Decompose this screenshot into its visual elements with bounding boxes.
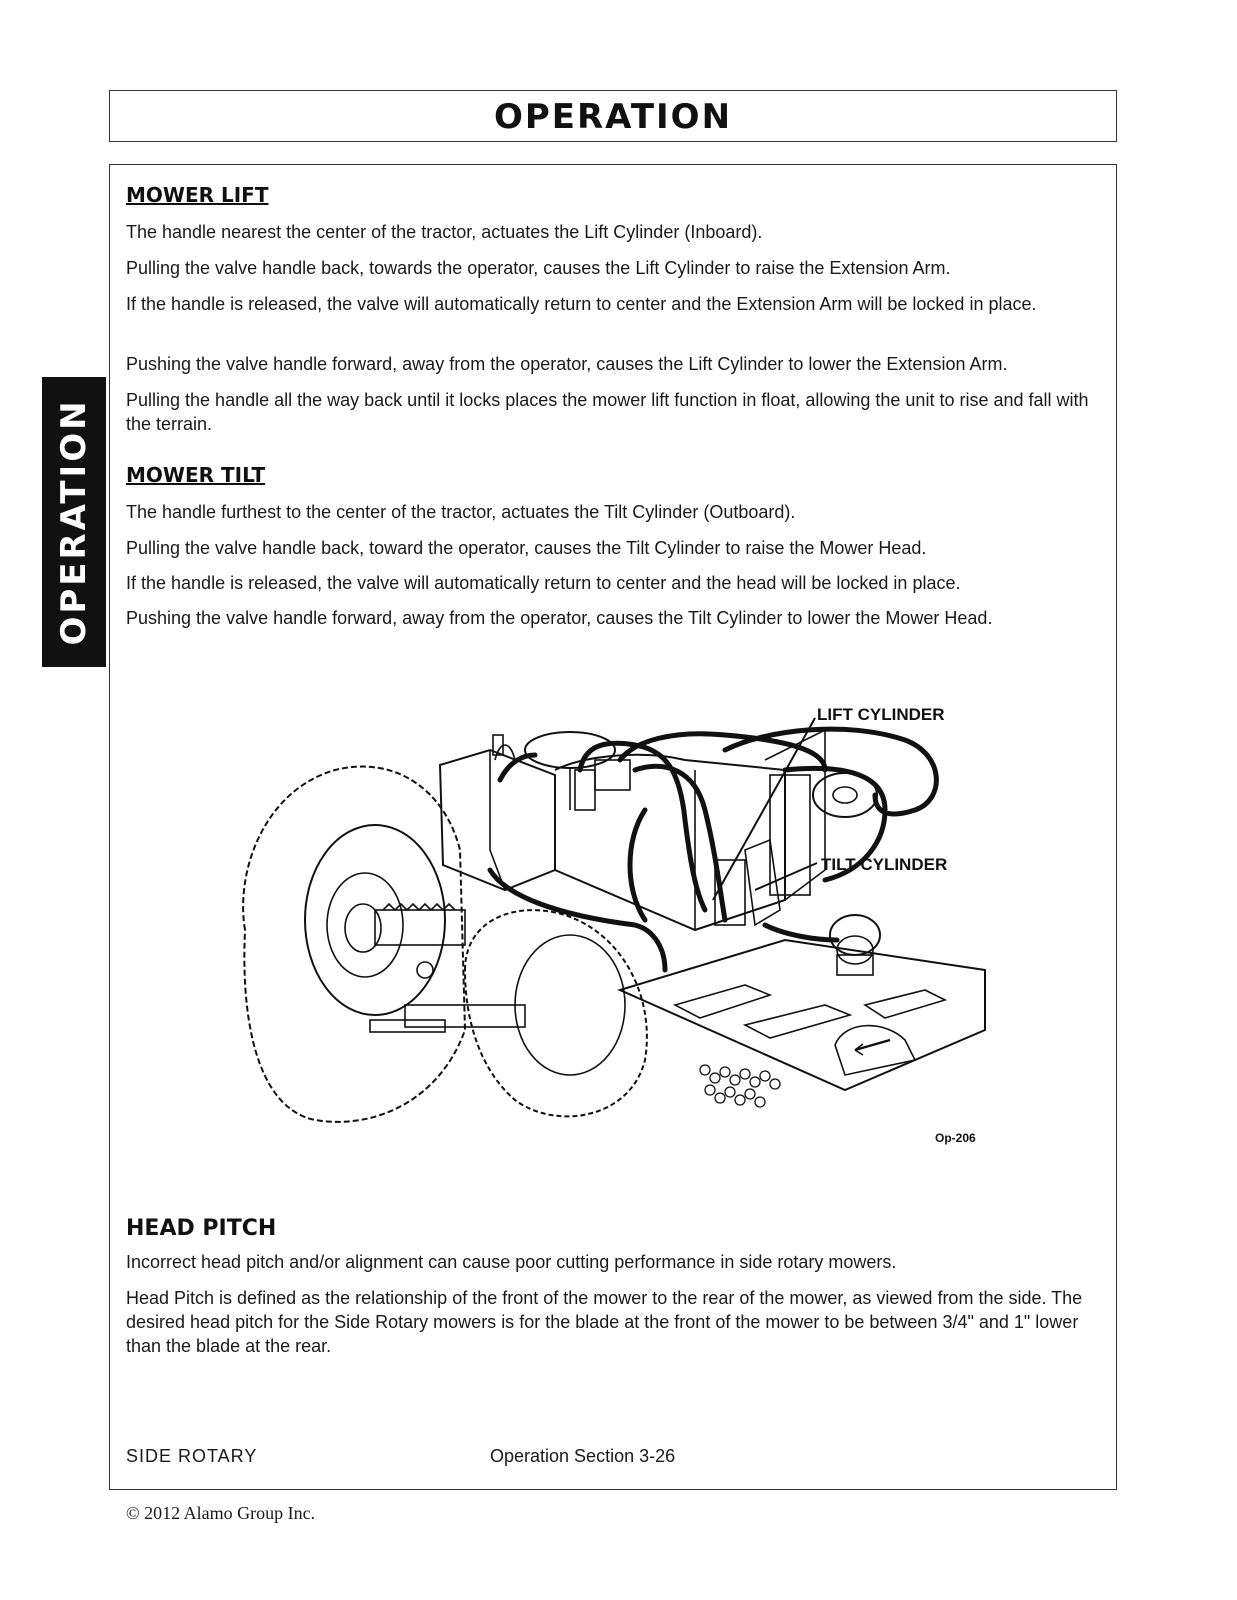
section-side-tab [42, 377, 106, 667]
lift-cylinder-label: LIFT CYLINDER [817, 705, 945, 724]
head-pitch-paragraph: Incorrect head pitch and/or alignment can cause poor cutting performance in side rotary mowers. [126, 1252, 897, 1272]
mower-lift-paragraph: Pulling the handle all the way back until it locks places the mower lift function in float, allowing the unit to rise and fall with the terrain. [126, 390, 1089, 434]
footer-product-name: SIDE ROTARY [126, 1446, 258, 1466]
footer-page-number: Operation Section 3-26 [490, 1446, 676, 1466]
mower-lift-paragraph: Pushing the valve handle forward, away from the operator, causes the Lift Cylinder to lower the Extension Arm. [126, 354, 1008, 374]
head-pitch-heading: HEAD PITCH [126, 1216, 277, 1241]
head-pitch-paragraph: Head Pitch is defined as the relationship of the front of the mower to the rear of the mower, as viewed from the side. The desired head pitch for the Side Rotary mowers is for the blade at the front of the mower to be between 3/4" and 1" lower than the blade at the rear. [126, 1288, 1083, 1356]
mower-tilt-paragraph: Pulling the valve handle back, toward the operator, causes the Tilt Cylinder to raise the Mower Head. [126, 538, 927, 558]
mower-lift-heading: MOWER LIFT [126, 183, 269, 207]
mower-lift-paragraph: If the handle is released, the valve will automatically return to center and the Extension Arm will be locked in place. [126, 294, 1037, 314]
figure-reference: Op-206 [935, 1131, 976, 1145]
mower-tilt-paragraph: Pushing the valve handle forward, away from the operator, causes the Tilt Cylinder to lower the Mower Head. [126, 608, 993, 628]
tractor-hydraulics-figure [225, 700, 1005, 1170]
mower-tilt-heading: MOWER TILT [126, 463, 266, 487]
mower-tilt-paragraph: If the handle is released, the valve will automatically return to center and the head will be locked in place. [126, 573, 961, 593]
page-title: OPERATION [493, 97, 733, 137]
mower-tilt-paragraph: The handle furthest to the center of the tractor, actuates the Tilt Cylinder (Outboard). [126, 502, 796, 522]
tilt-cylinder-label: TILT CYLINDER [821, 855, 948, 874]
copyright-notice: © 2012 Alamo Group Inc. [126, 1503, 316, 1523]
mower-lift-paragraph: The handle nearest the center of the tractor, actuates the Lift Cylinder (Inboard). [126, 222, 763, 242]
side-tab-label: OPERATION [54, 398, 94, 646]
page-header [109, 90, 1117, 142]
mower-lift-paragraph: Pulling the valve handle back, towards the operator, causes the Lift Cylinder to raise the Extension Arm. [126, 258, 951, 278]
